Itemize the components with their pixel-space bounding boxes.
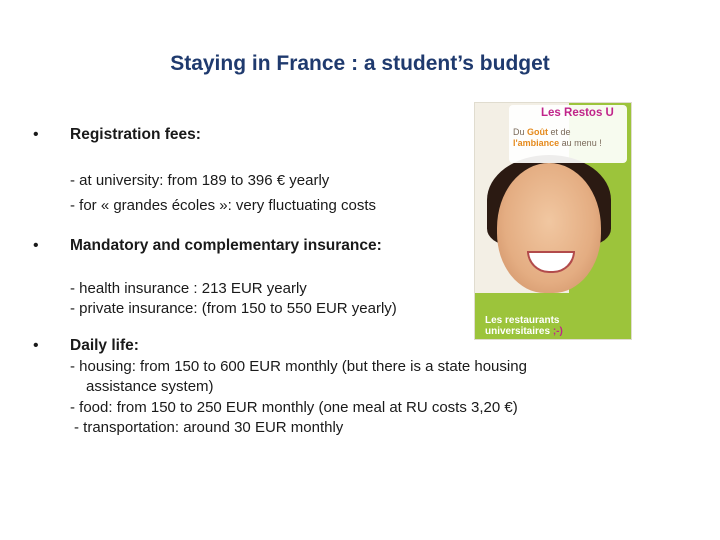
poster-subtitle-2-text: universitaires [485, 326, 551, 337]
poster-subtitle-2 [485, 326, 563, 337]
bullet-line: - private insurance: (from 150 to 550 EUR yearly) [70, 300, 397, 317]
poster-tagline-1-pre: Du [513, 127, 528, 137]
poster-subtitle-1: Les restaurants [485, 315, 560, 326]
poster-tagline-1-em: Goût [527, 127, 549, 137]
bullet-line: - food: from 150 to 250 EUR monthly (one meal at RU costs 3,20 €) [70, 399, 518, 416]
restos-u-poster [474, 102, 632, 340]
bullet-marker: • [33, 126, 39, 143]
bullet-line: - for « grandes écoles »: very fluctuating costs [70, 197, 376, 214]
bullet-line: assistance system) [86, 378, 214, 395]
poster-brand: Les Restos U [541, 107, 614, 119]
poster-tagline-1 [513, 127, 571, 137]
bullet-heading-registration: Registration fees: [70, 126, 201, 143]
bullet-line: - housing: from 150 to 600 EUR monthly (but there is a state housing [70, 358, 527, 375]
poster-tagline-1-post: et de [548, 127, 571, 137]
poster-smiley: ;-) [550, 326, 563, 337]
bullet-line: - at university: from 189 to 396 € yearly [70, 172, 330, 189]
poster-tagline-2-post: au menu ! [559, 138, 602, 148]
bullet-marker: • [33, 237, 39, 254]
poster-tagline-2-em: l'ambiance [513, 138, 560, 148]
poster-tagline-2 [513, 138, 602, 148]
bullet-marker: • [33, 337, 39, 354]
bullet-line: - health insurance : 213 EUR yearly [70, 280, 307, 297]
bullet-heading-insurance: Mandatory and complementary insurance: [70, 237, 382, 254]
page-title: Staying in France : a student’s budget [170, 52, 550, 75]
bullet-heading-daily-life: Daily life: [70, 337, 139, 354]
poster-face [497, 163, 601, 293]
bullet-line: - transportation: around 30 EUR monthly [74, 419, 344, 436]
